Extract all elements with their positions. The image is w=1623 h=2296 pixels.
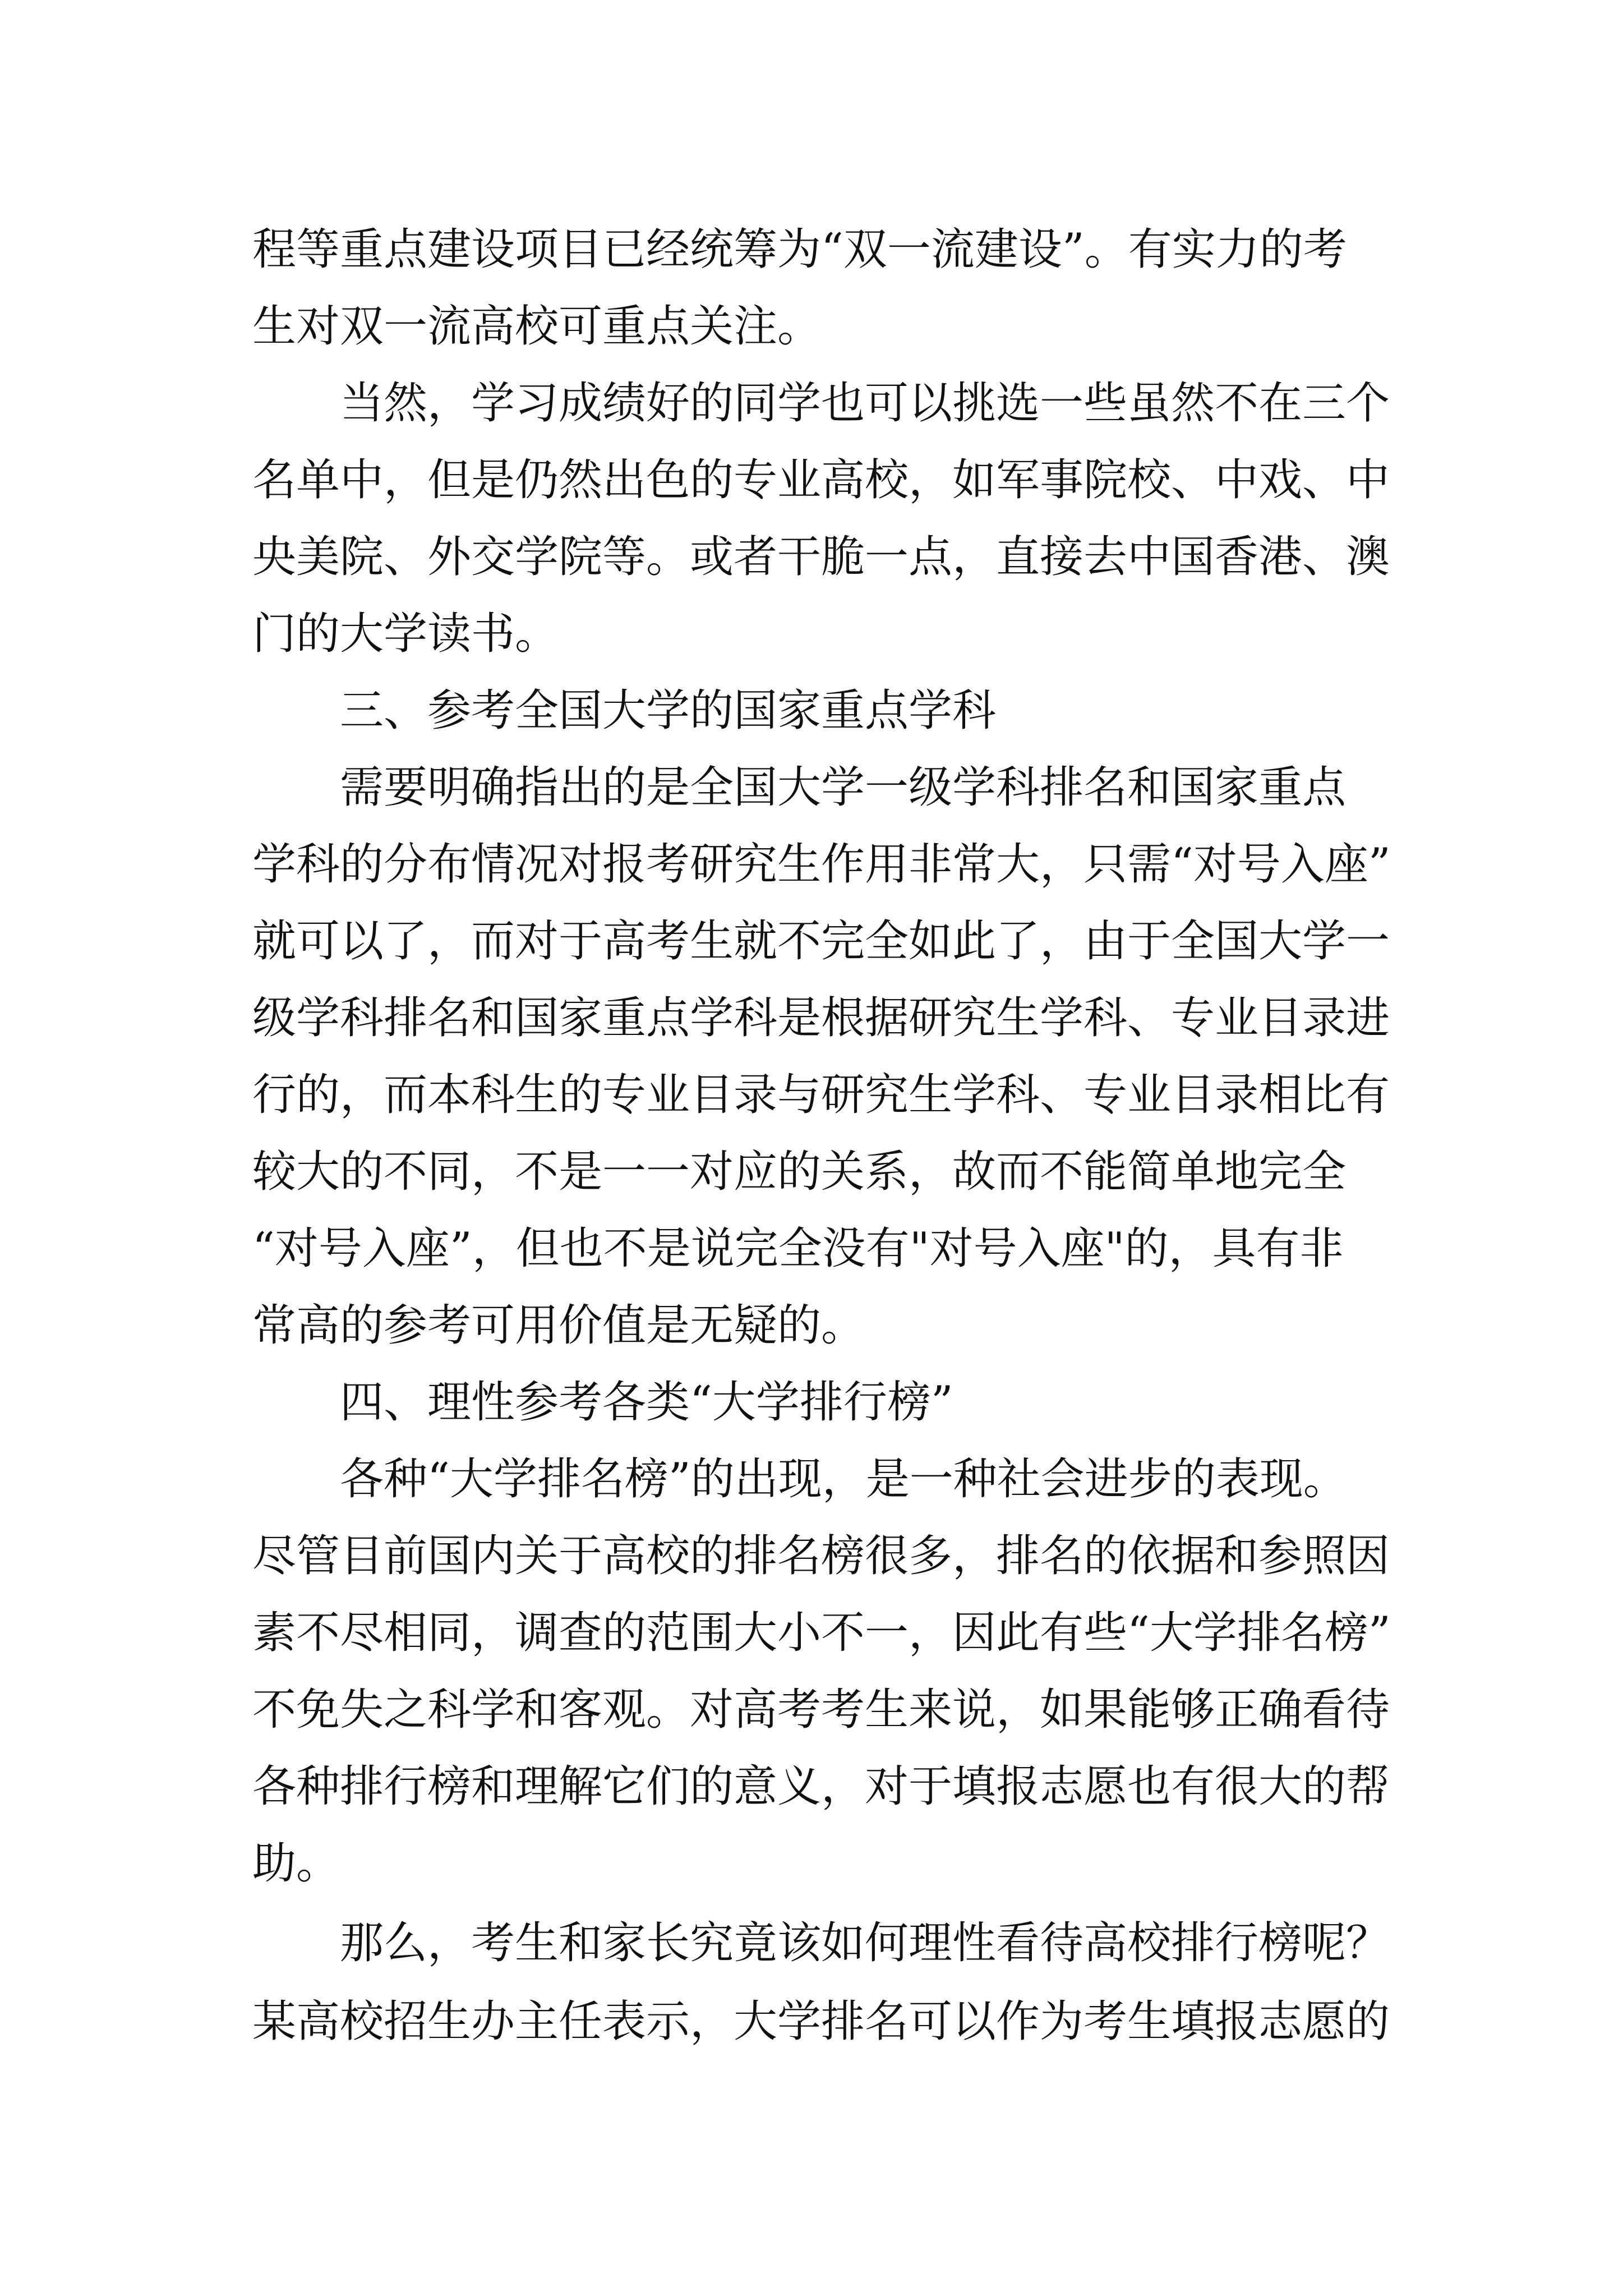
text-line: 央美院、外交学院等。或者干脆一点，直接去中国香港、澳 (252, 532, 1390, 582)
text-line: 级学科排名和国家重点学科是根据研究生学科、专业目录进 (252, 993, 1390, 1043)
section-heading: 三、参考全国大学的国家重点学科 (340, 685, 997, 736)
text-line: 某高校招生办主任表示，大学排名可以作为考生填报志愿的 (252, 1996, 1390, 2047)
text-line: 那么，考生和家长究竟该如何理性看待高校排行榜呢？ (340, 1918, 1390, 1968)
text-line: 门的大学读书。 (252, 609, 559, 659)
text-line: 就可以了，而对于高考生就不完全如此了，由于全国大学一 (252, 916, 1390, 967)
text-line: 不免失之科学和客观。对高考考生来说，如果能够正确看待 (252, 1685, 1390, 1735)
text-line: 助。 (252, 1838, 340, 1889)
text-line: 各种排行榜和理解它们的意义，对于填报志愿也有很大的帮 (252, 1761, 1390, 1812)
section-heading: 四、理性参考各类“大学排行榜” (340, 1377, 953, 1428)
text-line: 名单中，但是仍然出色的专业高校，如军事院校、中戏、中 (252, 455, 1390, 505)
text-line: 尽管目前国内关于高校的排名榜很多，排名的依据和参照因 (252, 1531, 1390, 1581)
text-line: 行的，而本科生的专业目录与研究生学科、专业目录相比有 (252, 1070, 1390, 1120)
text-line: 各种“大学排名榜”的出现，是一种社会进步的表现。 (340, 1454, 1347, 1504)
text-line: 需要明确指出的是全国大学一级学科排名和国家重点 (340, 762, 1347, 813)
text-line: 生对双一流高校可重点关注。 (252, 301, 822, 352)
text-line: 当然，学习成绩好的同学也可以挑选一些虽然不在三个 (340, 378, 1390, 429)
text-line: 程等重点建设项目已经统筹为“双一流建设”。有实力的考 (252, 224, 1347, 275)
text-line: 素不尽相同，调查的范围大小不一，因此有些“大学排名榜” (252, 1608, 1391, 1658)
text-line: 学科的分布情况对报考研究生作用非常大，只需“对号入座” (252, 839, 1391, 890)
text-line: 常高的参考可用价值是无疑的。 (252, 1300, 865, 1351)
text-line: 较大的不同，不是一一对应的关系，故而不能简单地完全 (252, 1147, 1347, 1197)
text-line: “对号入座”，但也不是说完全没有"对号入座"的，具有非 (252, 1223, 1344, 1274)
